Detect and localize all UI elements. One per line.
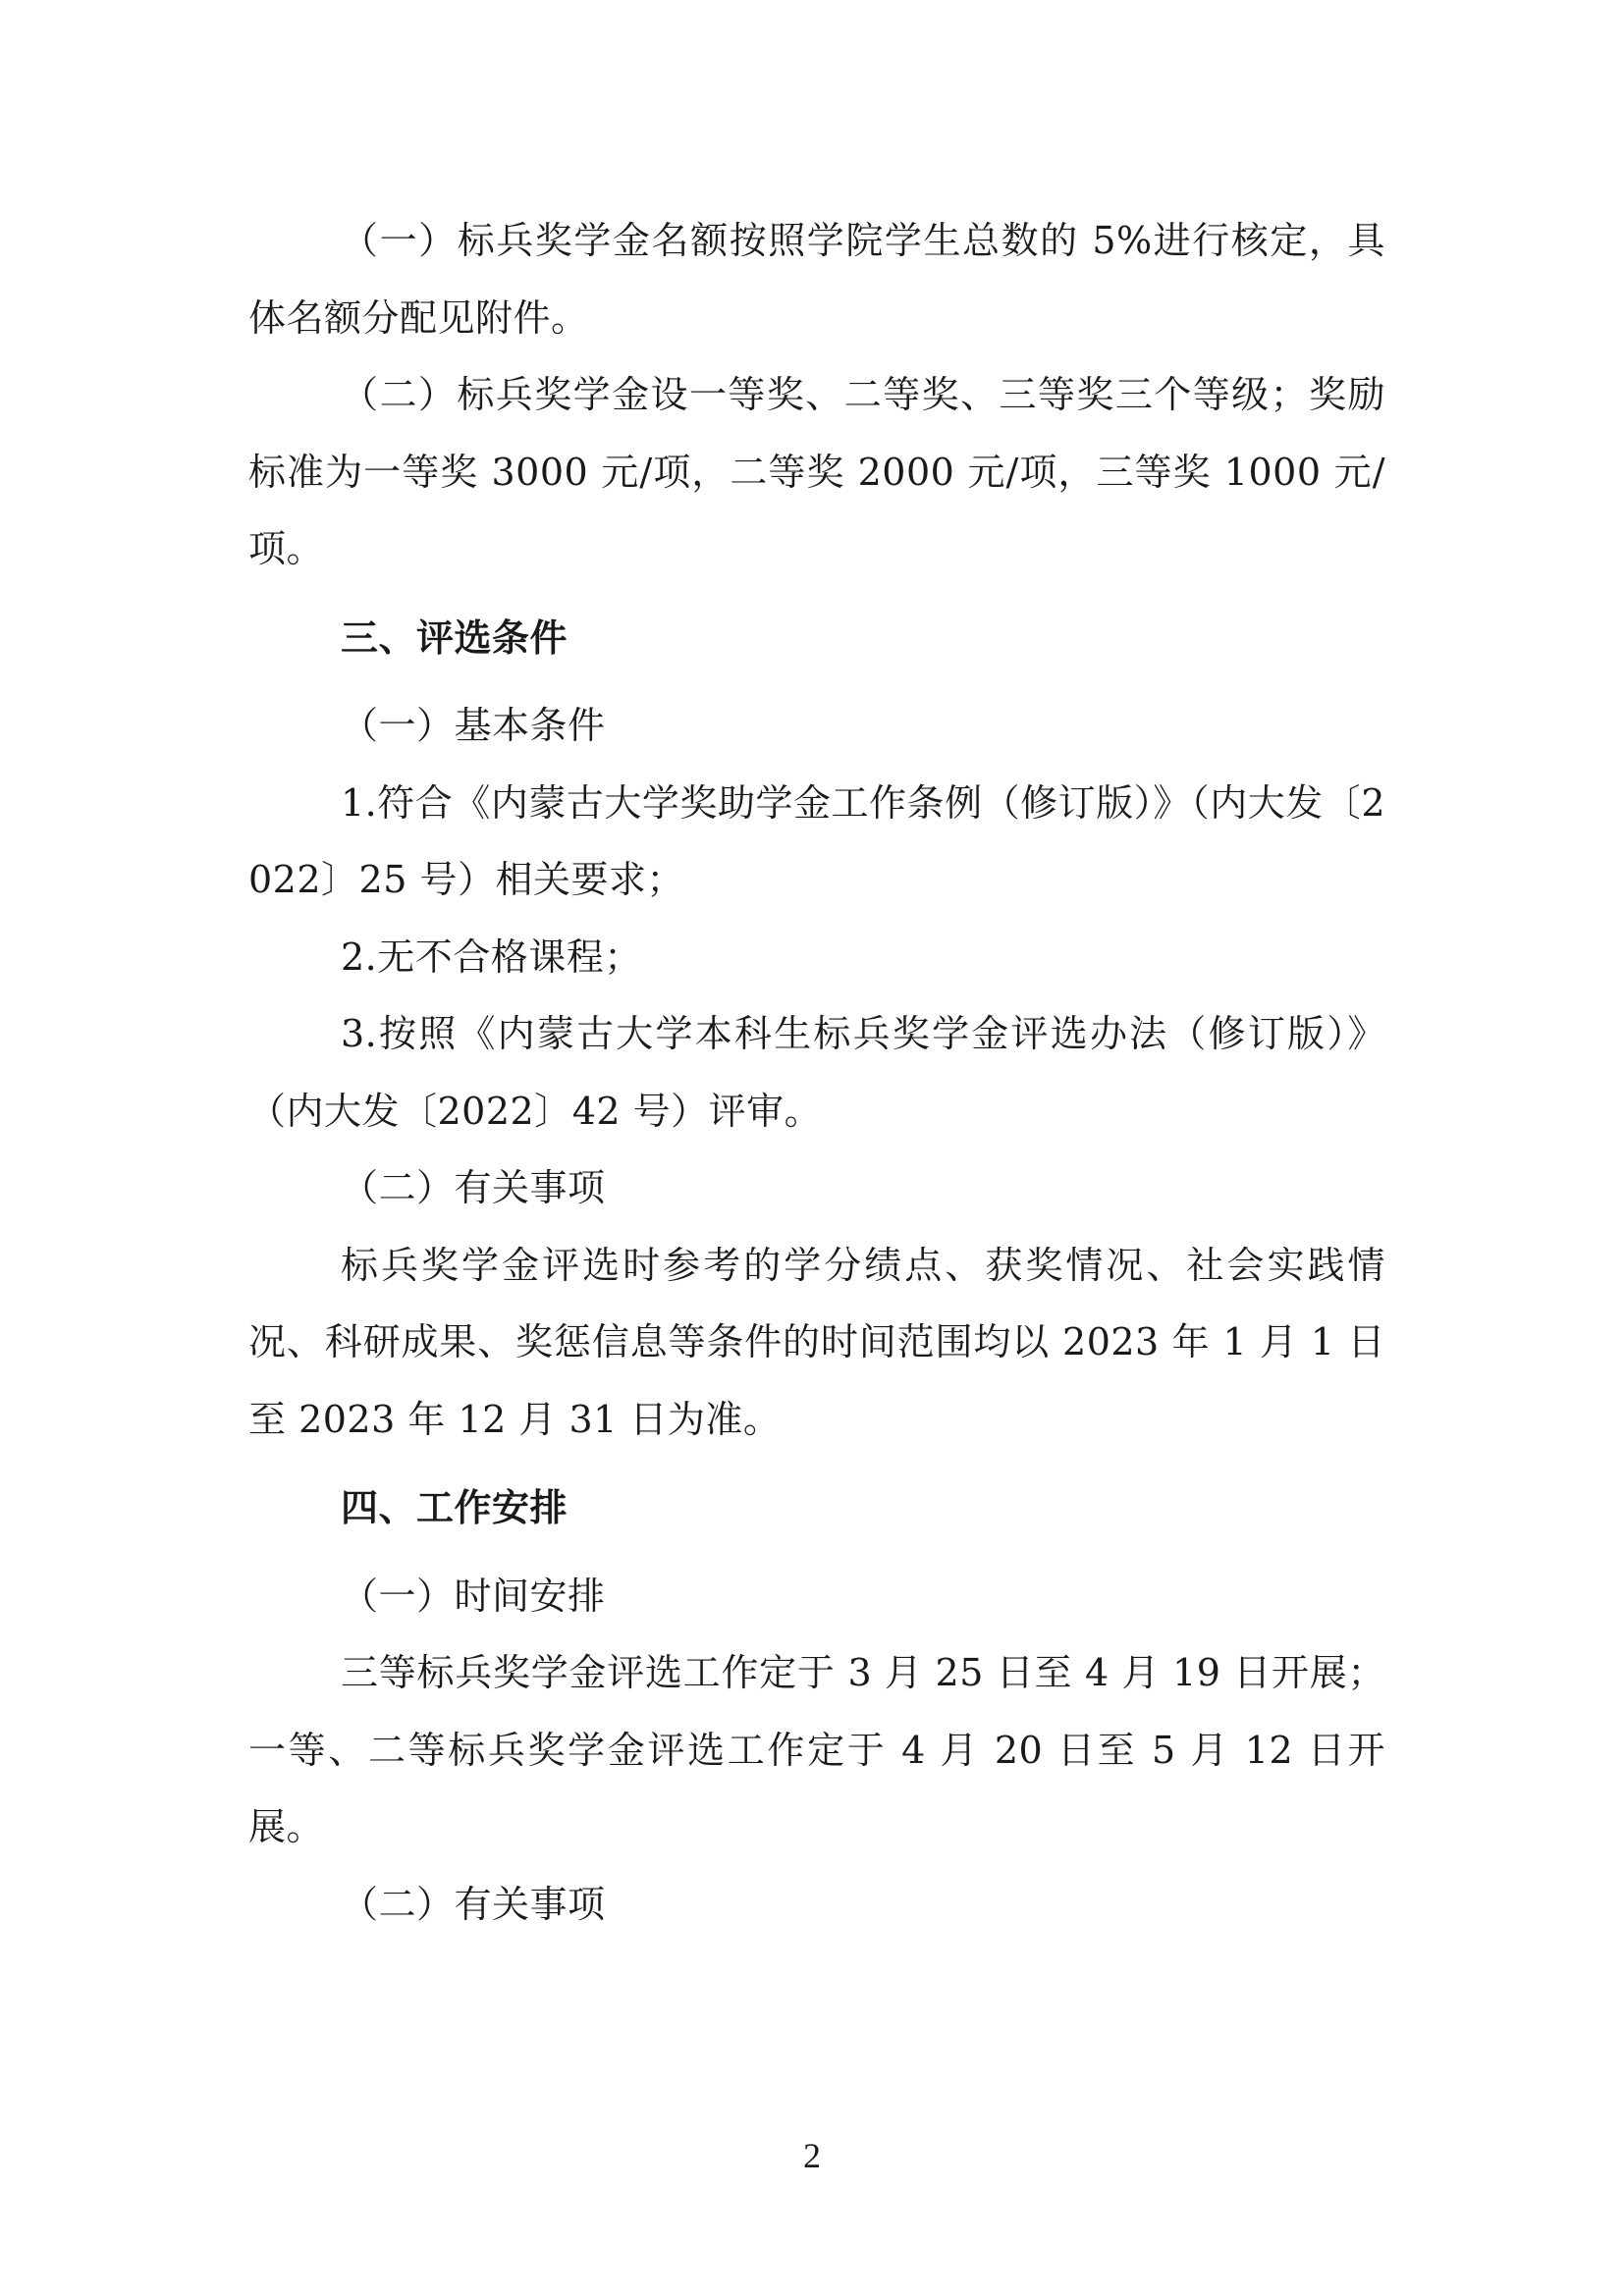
page-number: 2 [803, 2136, 821, 2175]
basic-conditions-title: （一）基本条件 [341, 704, 606, 747]
schedule-title: （一）时间安排 [341, 1574, 606, 1618]
condition-item-2: 2.无不合格课程； [341, 934, 642, 979]
condition-item-1: 1.符合《内蒙古大学奖助学金工作条例（修订版）》（内大发〔2022〕25 号）相关要求； [248, 780, 1385, 901]
related-matters-title: （二）有关事项 [341, 1166, 606, 1209]
condition-item-3: 3.按照《内蒙古大学本科生标兵奖学金评选办法（修订版）》（内大发〔2022〕42 号）评审。 [248, 1012, 1385, 1133]
section-heading-work-arrangement: 四、工作安排 [341, 1486, 568, 1529]
section-heading-selection-conditions: 三、评选条件 [341, 615, 568, 660]
related-matters-text: 标兵奖学金评选时参考的学分绩点、获奖情况、社会实践情况、科研成果、奖惩信息等条件的时间范围均以 2023 年 1 月 1 日至 2023 年 12 月 31 日为准。 [248, 1243, 1385, 1441]
document-body [248, 202, 1385, 1943]
award-level-paragraph: （二）标兵奖学金设一等奖、二等奖、三等奖三个等级；奖励标准为一等奖 3000 元/项，二等奖 2000 元/项，三等奖 1000 元/项。 [248, 373, 1385, 570]
schedule-text: 三等标兵奖学金评选工作定于 3 月 25 日至 4 月 19 日开展；一等、二等标兵奖学金评选工作定于 4 月 20 日至 5 月 12 日开展。 [248, 1651, 1385, 1848]
quota-paragraph: （一）标兵奖学金名额按照学院学生总数的 5%进行核定，具体名额分配见附件。 [248, 219, 1385, 340]
work-related-matters-title: （二）有关事项 [341, 1882, 606, 1926]
